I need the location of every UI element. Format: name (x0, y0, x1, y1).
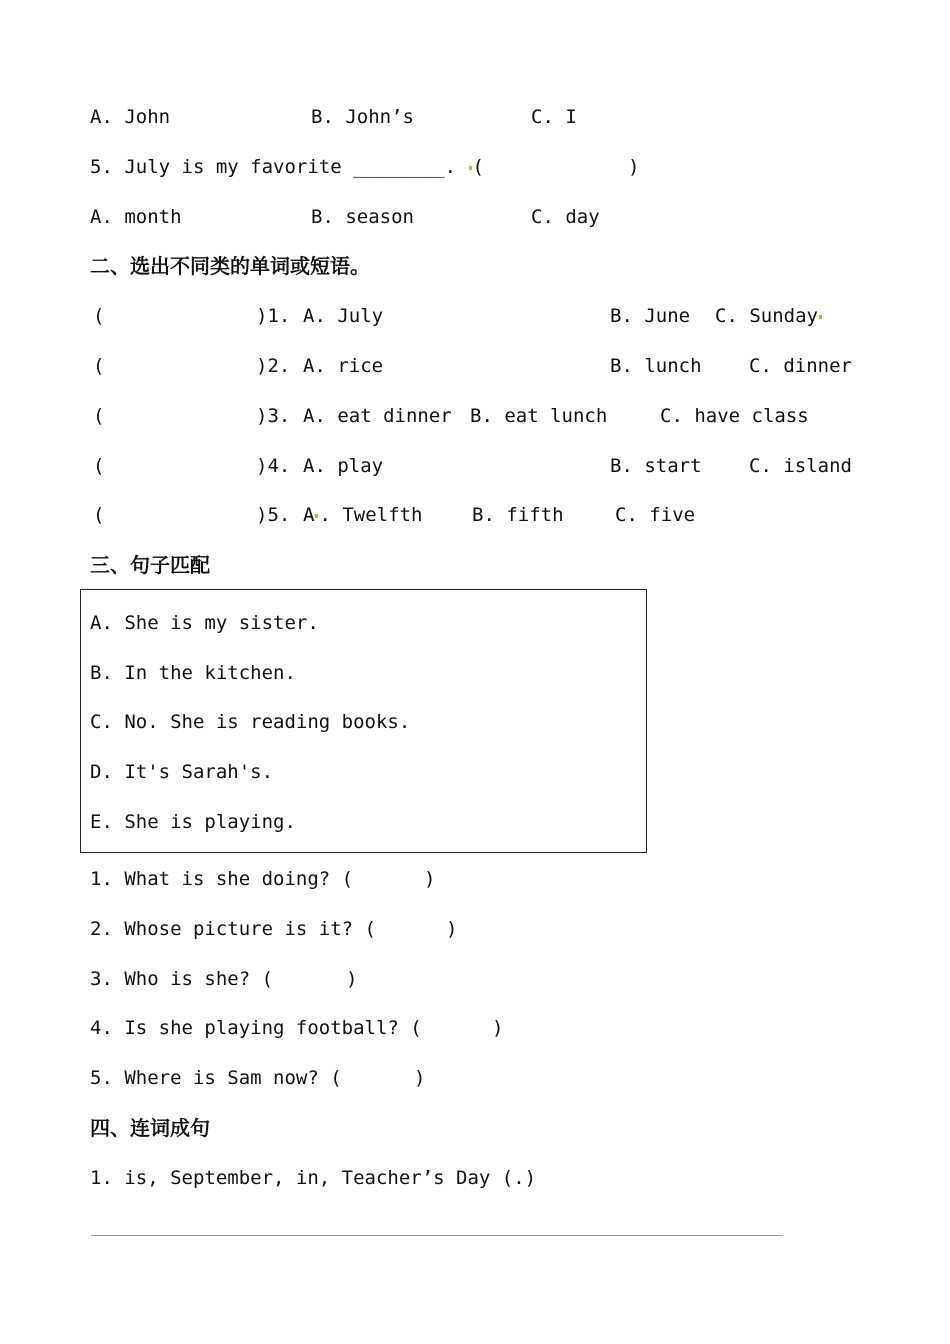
s2-item2-paren: ( (93, 355, 105, 377)
section3-heading: 三、句子匹配 (90, 553, 210, 577)
q4-option-b: B. John’s (311, 106, 414, 128)
s2-item4-a: A. play (303, 455, 384, 477)
q5-paren-close: ) (628, 156, 640, 178)
s2-item3-b: B. eat lunch (470, 405, 608, 427)
s2-item1-a: A. July (303, 305, 384, 327)
s2-item5-paren: ( (93, 504, 105, 526)
s2-item5-a: A . Twelfth (303, 504, 423, 526)
q5-option-a: A. month (90, 206, 182, 228)
answer-b: B. In the kitchen. (90, 662, 296, 684)
s3-question-4: 4. Is she playing football? ( (90, 1017, 422, 1039)
s3-question-3-close: ) (346, 968, 358, 990)
s2-item4-b: B. start (610, 455, 702, 477)
s2-item5-c: C. five (615, 504, 696, 526)
s2-item3-c: C. have class (660, 405, 809, 427)
marker-dot-icon (819, 315, 822, 319)
s3-question-5: 5. Where is Sam now? ( (90, 1067, 342, 1089)
s2-item1-paren: ( (93, 305, 105, 327)
section2-heading: 二、选出不同类的单词或短语。 (90, 254, 370, 278)
s2-item3-num: )3. (256, 405, 302, 427)
s2-item5-num: )5. (256, 504, 302, 526)
s2-item5-b: B. fifth (472, 504, 564, 526)
s2-item3-a: A. eat dinner (303, 405, 452, 427)
s3-question-4-close: ) (492, 1017, 504, 1039)
s3-question-3: 3. Who is she? ( (90, 968, 274, 990)
marker-dot-icon (315, 514, 318, 518)
marker-dot-icon (469, 166, 472, 170)
answer-e: E. She is playing. (90, 811, 296, 833)
s2-item4-paren: ( (93, 455, 105, 477)
answer-line (91, 1235, 783, 1236)
answer-a: A. She is my sister. (90, 612, 319, 634)
q5-option-c: C. day (531, 206, 600, 228)
s2-item1-c: C. Sunday (715, 304, 823, 328)
q4-option-c: C. I (531, 106, 577, 128)
s3-question-5-close: ) (414, 1067, 426, 1089)
s2-item1-num: )1. (256, 305, 302, 327)
s2-item2-a: A. rice (303, 355, 384, 377)
s2-item2-c: C. dinner (749, 355, 852, 377)
s3-question-1: 1. What is she doing? ( (90, 868, 354, 890)
s2-item2-num: )2. (256, 355, 302, 377)
s2-item3-paren: ( (93, 405, 105, 427)
s2-item4-c: C. island (749, 455, 852, 477)
answer-d: D. It's Sarah's. (90, 761, 274, 783)
s3-question-1-close: ) (424, 868, 436, 890)
section4-heading: 四、连词成句 (90, 1116, 210, 1140)
s2-item4-num: )4. (256, 455, 302, 477)
q4-option-a: A. John (90, 106, 171, 128)
s3-question-2-close: ) (446, 918, 458, 940)
q5-option-b: B. season (311, 206, 414, 228)
s2-item1-b: B. June (610, 305, 691, 327)
q5-stem: 5. July is my favorite ________. ( (90, 156, 484, 178)
s4-item-1: 1. is, September, in, Teacher’s Day (.) (90, 1167, 537, 1189)
s2-item2-b: B. lunch (610, 355, 702, 377)
answer-c: C. No. She is reading books. (90, 711, 411, 733)
s3-question-2: 2. Whose picture is it? ( (90, 918, 376, 940)
